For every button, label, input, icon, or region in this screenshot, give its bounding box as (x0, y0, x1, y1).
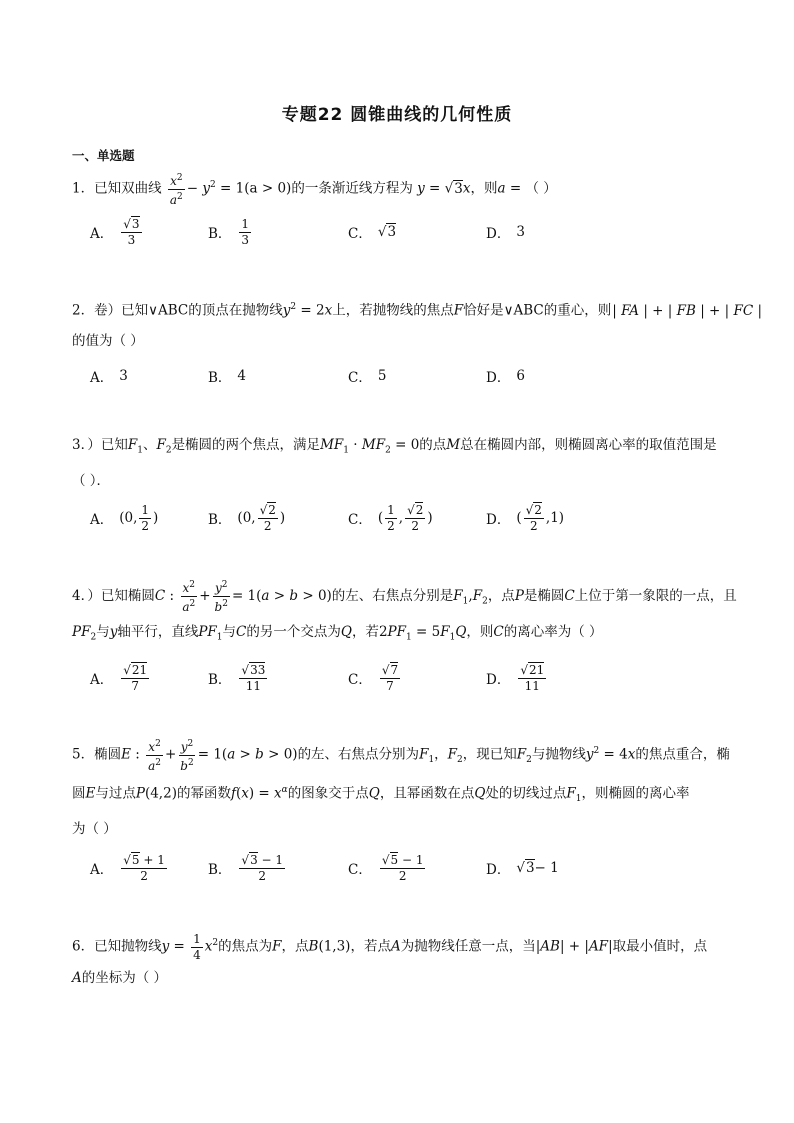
question-text: 已知双曲线 (94, 180, 162, 197)
options-row (90, 848, 710, 888)
question-text: (a > 0)的一条渐近线方程为 (244, 180, 413, 197)
option-d[interactable]: D． √3 − 1 (486, 860, 559, 878)
options-row (90, 356, 710, 396)
options-row (90, 212, 710, 252)
options-row (90, 498, 710, 538)
option-b[interactable]: B． 4 (208, 368, 247, 386)
document-title: 专题22 圆锥曲线的几何性质 (281, 105, 513, 125)
formula: $\frac{x^2}{a^2}$ (169, 172, 183, 207)
option-b[interactable]: B． (0, $\frac{√2}{2}$ ) (208, 502, 286, 533)
section-heading: 一、单选题 (72, 148, 135, 163)
question-3: 3．）已知$F_1$、$F_2$是椭圆的两个焦点，满足$MF_1 \cdot MF_2 = 0$的点M总在椭圆内部，则椭圆离心率的取值范围是 （ ）． (72, 437, 717, 489)
option-c[interactable]: C． √3 (348, 224, 397, 242)
question-1: 1．已知双曲线 $\frac{x^2}{a^2}$ − $y^2 = 1(a > 0)$的一条渐近线方程为 y = √3x，则a = （ ） (72, 172, 557, 207)
question-number: 2． (72, 302, 95, 319)
question-text: ，则 (470, 180, 498, 197)
option-c[interactable]: C． ( $\frac{1}{2}$ , $\frac{√2}{2}$ ) (348, 502, 433, 533)
option-b[interactable]: B． $\frac{1}{3}$ (208, 216, 250, 247)
option-d[interactable]: D． $\frac{√21}{11}$ (486, 662, 545, 693)
option-a[interactable]: A． $\frac{√5 + 1}{2}$ (90, 852, 165, 883)
option-d[interactable]: D． ( $\frac{√2}{2}$ ,1) (486, 502, 565, 533)
option-c[interactable]: C． $\frac{√7}{7}$ (348, 662, 399, 693)
question-number: 3． (72, 437, 88, 453)
question-number: 4． (72, 588, 88, 604)
option-c[interactable]: C． $\frac{√5 - 1}{2}$ (348, 852, 424, 883)
option-a[interactable]: A． $\frac{√21}{7}$ (90, 662, 148, 693)
question-number: 1． (72, 180, 95, 197)
option-d[interactable]: D． 6 (486, 368, 525, 386)
option-a[interactable]: A． (0, $\frac{1}{2}$ ) (90, 502, 159, 533)
option-c[interactable]: C． 5 (348, 368, 387, 386)
options-row (90, 658, 710, 698)
option-b[interactable]: B． $\frac{√33}{11}$ (208, 662, 266, 693)
question-4: 4．）已知椭圆C : $\frac{x^2}{a^2}$ + $\frac{y^2}{b^2}$ = 1(a > b > 0)的左、右焦点分别是$F_1,F_2$，点P是椭圆C上位于第一象限的一点，且 $PF_2$与y轴平行，直线$PF_1$与C的另一个交点为Q，若$2PF_1 = 5F_1Q$，则C的离心率为（ ） (72, 580, 737, 643)
option-a[interactable]: A． 3 (90, 368, 128, 386)
question-number: 6． (72, 938, 95, 955)
option-d[interactable]: D． 3 (486, 224, 525, 242)
option-a[interactable]: A． $\frac{√3}{3}$ (90, 216, 140, 247)
question-6: 6．已知抛物线y = $\frac{1}{4}$ $x^2$的焦点为F，点B(1,3)，若点A为抛物线任意一点，当|AB| + |AF|取最小值时，点 A的坐标为（ ） (72, 931, 708, 986)
question-number: 5． (72, 746, 95, 763)
question-5: 5．椭圆E : $\frac{x^2}{a^2}$ + $\frac{y^2}{b^2}$ = 1(a > b > 0)的左、右焦点分别为$F_1$，$F_2$，现已知$F_2$与抛物线$y^2 = 4x$的焦点重合，椭 圆E与过点P(4,2)的幂函数$f(x) = x^\alpha$的图象交于点Q，且幂函数在点Q处的切线过点$F_1$，则椭圆的离心率 为（ ） (72, 738, 730, 838)
question-2: 2．卷）已知∨ABC的顶点在抛物线$y^2 = 2x$上，若抛物线的焦点F恰好是∨ABC的重心，则| FA | + | FB | + | FC | 的值为（ ） (72, 302, 763, 349)
option-b[interactable]: B． $\frac{√3 - 1}{2}$ (208, 852, 284, 883)
question-text: （ ） (525, 180, 557, 197)
